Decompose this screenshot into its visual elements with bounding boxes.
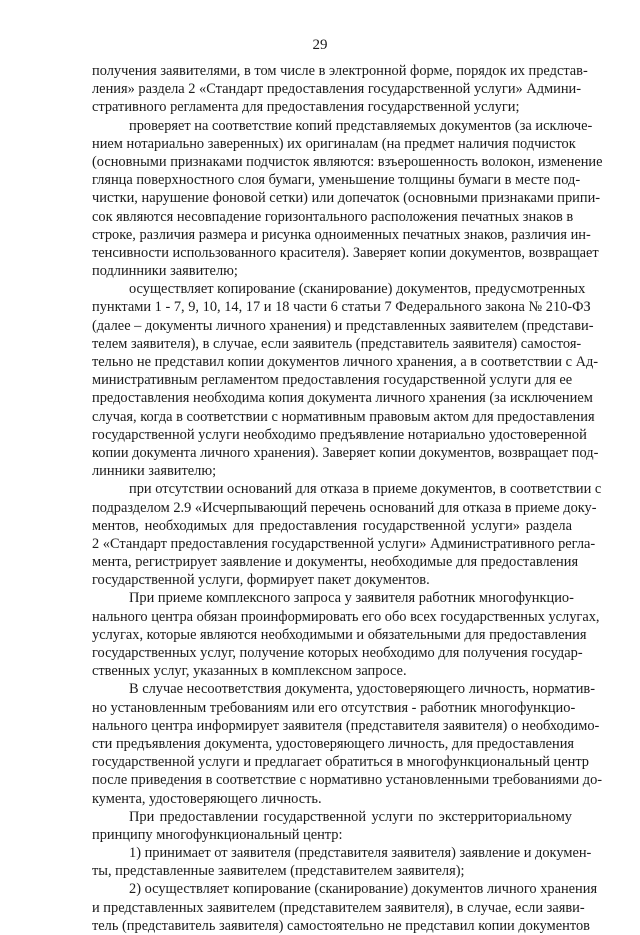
- text-line: нием нотариально заверенных) их оригиналам (на предмет наличия подчисток: [92, 135, 576, 152]
- text-line: строке, различия размера и рисунка одноименных печатных знаков, различия ин-: [92, 226, 591, 243]
- text-line: государственной услуги и предлагает обратиться в многофункциональный центр: [92, 754, 590, 771]
- text-line: при отсутствии оснований для отказа в приеме документов, в соответствии с: [129, 481, 602, 498]
- text-line: (основными признаками подчисток являются: взъерошенность волокон, изменение: [92, 153, 603, 170]
- text-line: При приеме комплексного запроса у заявителя работник многофункцио-: [129, 590, 574, 607]
- text-line: телем заявителя), в случае, если заявитель (представитель заявителя) самостоя-: [92, 335, 582, 352]
- text-line: нального центра обязан проинформировать его обо всех государственных услугах,: [92, 608, 600, 625]
- text-line: линники заявителю;: [92, 463, 217, 480]
- text-line: ментов, необходимых для предоставления государственной услуги» раздела: [92, 517, 572, 534]
- text-line: подлинники заявителю;: [92, 263, 238, 280]
- text-line: мента, регистрирует заявление и документы, необходимые для предоставления: [92, 554, 579, 571]
- text-line: предоставления необходима копия документа личного хранения (за исключением: [92, 390, 593, 407]
- text-line: и представленных заявителем (представителем заявителя), в случае, если заяви-: [92, 899, 585, 916]
- text-line: тель (представитель заявителя) самостоятельно не представил копии документов: [92, 917, 590, 934]
- text-line: осуществляет копирование (сканирование) документов, предусмотренных: [129, 281, 586, 298]
- text-line: принципу многофункциональный центр:: [92, 826, 343, 843]
- text-line: глянца поверхностного слоя бумаги, уменьшение толщины бумаги в месте под-: [92, 172, 581, 189]
- text-line: подразделом 2.9 «Исчерпывающий перечень оснований для отказа в приеме доку-: [92, 499, 597, 516]
- text-line: тенсивности использованного красителя). Заверяет копии документов, возвращает: [92, 244, 599, 261]
- text-line: после приведения в соответствие с нормативно установленными требованиями до-: [92, 772, 603, 789]
- text-line: проверяет на соответствие копий представляемых документов (за исключе-: [129, 117, 593, 134]
- text-line: (далее – документы личного хранения) и представленных заявителем (представи-: [92, 317, 594, 334]
- text-line: стративного регламента для предоставления государственной услуги;: [92, 99, 520, 116]
- text-line: получения заявителями, в том числе в электронной форме, порядок их представ-: [92, 63, 588, 79]
- page-number: 29: [312, 37, 328, 53]
- text-line: услугах, которые являются необходимыми и обязательными для предоставления: [92, 626, 587, 643]
- text-line: ления» раздела 2 «Стандарт предоставления государственной услуги» Админи-: [92, 81, 582, 98]
- text-line: копии документа личного хранения). Заверяет копии документов, возвращает под-: [92, 444, 599, 461]
- text-line: кумента, удостоверяющего личность.: [92, 790, 322, 807]
- document-body: [92, 62, 603, 935]
- text-line: ственных услуг, указанных в комплексном запросе.: [92, 663, 407, 680]
- text-line: пунктами 1 - 7, 9, 10, 14, 17 и 18 части 6 статьи 7 Федерального закона № 210-ФЗ: [92, 299, 591, 316]
- text-line: но установленным требованиям или его отсутствия - работник многофункцио-: [92, 699, 576, 716]
- text-line: 2) осуществляет копирование (сканирование) документов личного хранения: [129, 881, 598, 898]
- text-line: нального центра информирует заявителя (представителя заявителя) о необходимо-: [92, 717, 600, 734]
- text-line: государственной услуги, формирует пакет документов.: [92, 572, 430, 589]
- text-line: государственных услуг, получение которых необходимо для получения государ-: [92, 645, 583, 661]
- text-line: 1) принимает от заявителя (представителя заявителя) заявление и докумен-: [129, 845, 592, 862]
- text-line: министративным регламентом предоставления государственной услуги для ее: [92, 372, 573, 389]
- text-line: При предоставлении государственной услуги по экстерриториальному: [129, 808, 572, 825]
- text-line: сти предъявления документа, удостоверяющего личность, для предоставления: [92, 735, 575, 752]
- text-line: чистки, нарушение фоновой сетки) или допечаток (основными признаками припи-: [92, 190, 601, 207]
- text-line: ты, представленные заявителем (представителем заявителя);: [92, 863, 465, 880]
- text-line: государственной услуги необходимо предъявление нотариально удостоверенной: [92, 426, 587, 443]
- text-line: тельно не представил копии документов личного хранения, а в соответствии с Ад-: [92, 354, 599, 370]
- text-line: 2 «Стандарт предоставления государственной услуги» Административного регла-: [92, 535, 596, 552]
- text-line: случая, когда в соответствии с нормативным правовым актом для предоставления: [92, 408, 595, 425]
- text-line: В случае несоответствия документа, удостоверяющего личность, норматив-: [129, 681, 595, 698]
- text-line: сок являются несовпадение горизонтального расположения печатных знаков в: [92, 208, 574, 225]
